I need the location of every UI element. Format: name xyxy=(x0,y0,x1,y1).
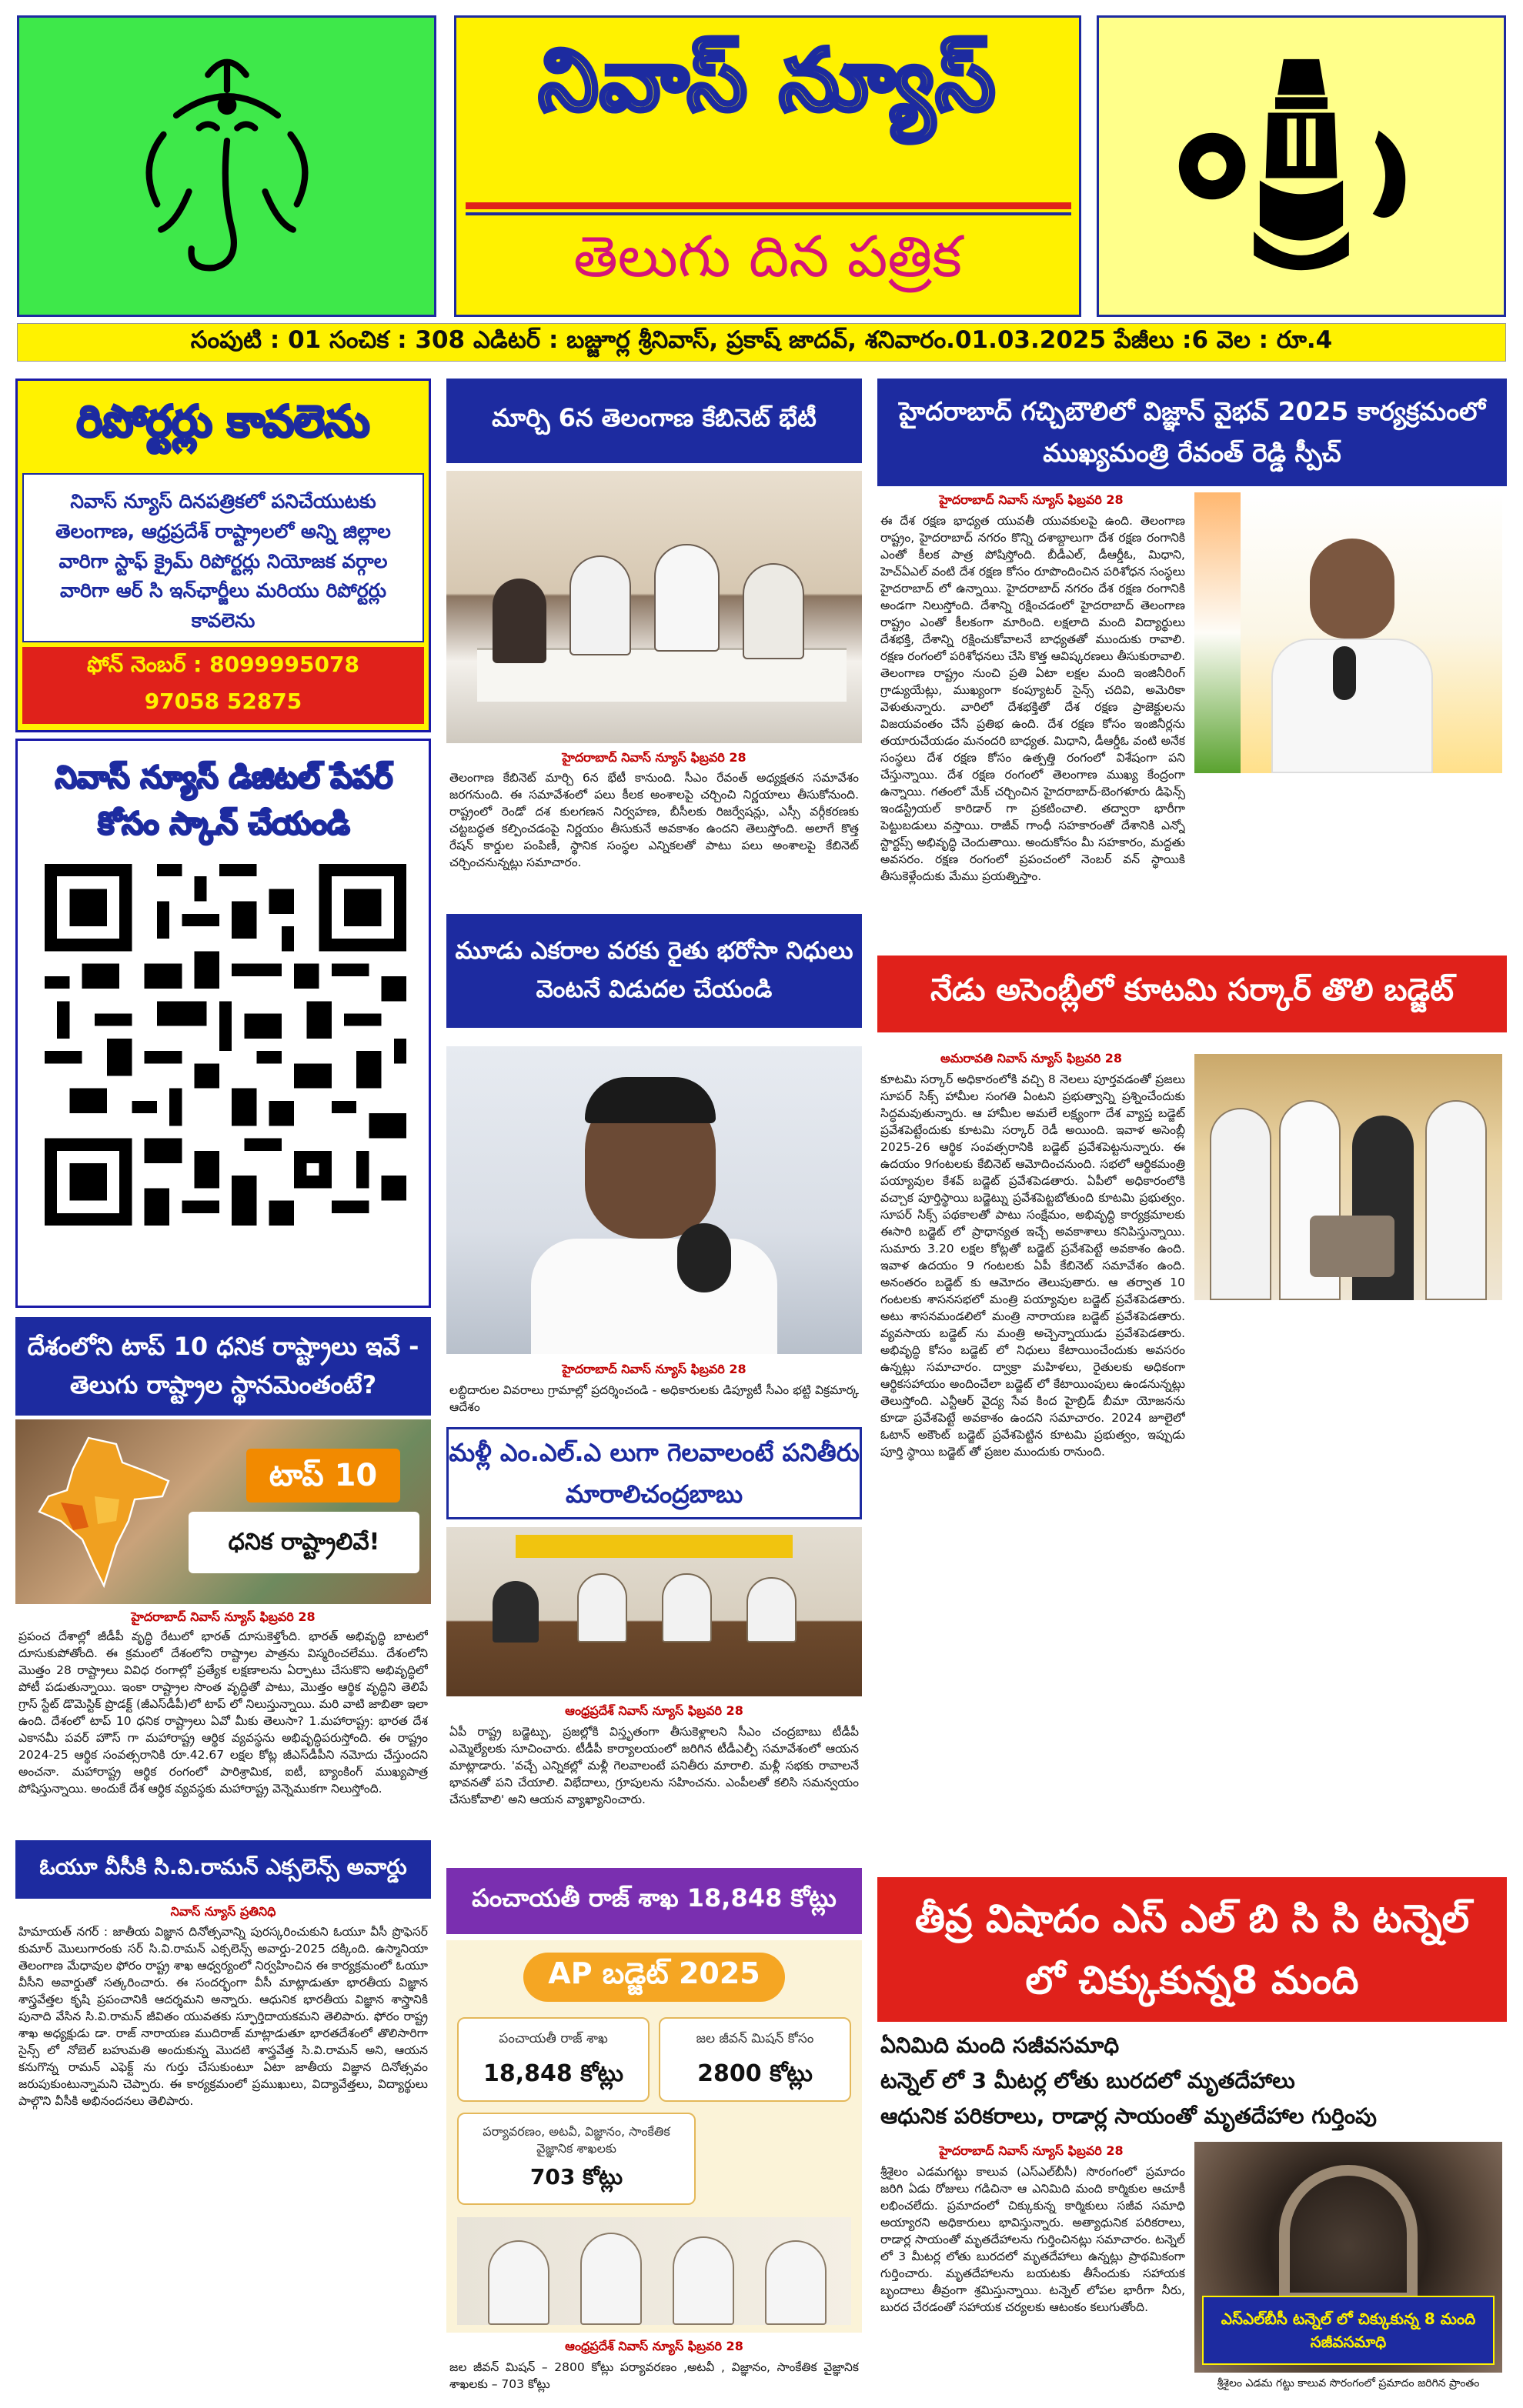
panchayat-tile-1 xyxy=(457,2017,650,2102)
slbc-photo-tunnel xyxy=(1279,2165,1418,2303)
reporters-body xyxy=(22,473,424,642)
leader-3 xyxy=(673,2236,734,2325)
india-map-icon xyxy=(27,1435,181,1596)
slbc-photo xyxy=(1194,2142,1502,2373)
budget-dateline: అమరావతి నివాస్ న్యూస్ ఫిబ్రవరి 28 xyxy=(940,1051,1123,1066)
babu-photo-banner xyxy=(516,1535,793,1558)
title-rule-red xyxy=(466,202,1071,209)
issue-info-bar: సంపుటి : 01 సంచిక : 308 ఎడిటర్ : బజ్జూర్ల శ్రీనివాస్, ప్రకాష్ జాదవ్, శనివారం.01.03.2025 పేజీలు :6 వెల : రూ.4 xyxy=(17,323,1506,362)
venkateswara-icon xyxy=(1171,39,1432,293)
paper-title: నివాస్ న్యూస్ xyxy=(539,31,997,129)
cabinet-photo-person-2 xyxy=(569,555,631,655)
cabinet-photo-person-1 xyxy=(493,579,546,663)
scan-heading: నివాస్ న్యూస్ డిజిటల్ పేపర్ కోసం స్కాన్ చేయండి xyxy=(55,759,393,842)
panchayat-photo-leaders xyxy=(457,2217,851,2325)
qr-code-icon xyxy=(45,864,406,1226)
panchayat-dateline: ఆంధ్రప్రదేశ్ నివాస్ న్యూస్ ఫిబ్రవరి 28 xyxy=(565,2339,743,2353)
slbc-body: శ్రీశైలం ఎడమగట్టు కాలువ (ఎస్‌ఎల్‌బీసీ) సొరంగంలో ప్రమాదం జరిగి ఏడు రోజులు గడిచినా ఆ ఎనిమిది మంది కార్మికుల ఆచూకీ లభించలేదు. ప్రమాదంలో చిక్కుకున్న కార్మికులు సజీవ సమాధి అయ్యారని అధికారులు భావిస్తున్నారు. అత్యాధునిక పరికరాలు, రాడార్ల సాయంతో మృతదేహాలను గుర్తించినట్లు సమాచారం. టన్నెల్ లో 3 మీటర్ల లోతు బురదలో మృతదేహాలు ఉన్నట్లు ప్రాథమికంగా గుర్తించారు. మృతదేహాలను బయటకు తీసేందుకు సహాయక బృందాలు తీవ్రంగా శ్రమిస్తున్నాయి. టన్నెల్ లోపల భారీగా నీరు, బురద చేరడంతో సహాయక చర్యలకు ఆటంకం కలుగుతోంది. xyxy=(880,2165,1185,2314)
cabinet-headline: మార్చి 6న తెలంగాణ కేబినెట్ భేటీ xyxy=(446,379,862,463)
babu-photo-person-2 xyxy=(577,1573,627,1643)
vignan-photo-mic xyxy=(1333,646,1356,700)
vignan-body-continued xyxy=(1194,777,1502,948)
budget-body: కూటమి సర్కార్ అధికారంలోకి వచ్చి 8 నెలలు పూర్తవడంతో ప్రజలు సూపర్ సిక్స్ హామీల సంగతి ఏంటని ప్రభుత్వాన్ని ప్రశ్నించేందుకు సిద్ధమవుతున్నారు. ఆ హామీల అమలే లక్ష్యంగా దేశ వ్యాప్త బడ్జెట్ ప్రవేశపెట్టేందుకు కూటమి సర్కార్ రెడీ అయింది. ఇవాళ అసెంబ్లీ 2025-26 ఆర్థిక సంవత్సరానికి బడ్జెట్ ప్రవేశపెట్టనున్నారు. ఈ ఉదయం 9గంటలకు కేబినెట్ ఆమోదించనుంది. సభలో ఆర్థికమంత్రి పయ్యావుల కేశవ్ బడ్జెట్ ప్రవేశపెడతారు. ఏపీలో అధికారంలోకి వచ్చాక పూర్తిస్థాయి బడ్జెట్ను ప్రవేశపెట్టబోతుంది కూటమి ప్రభుత్వం. సూపర్ సిక్స్ పథకాలతో పాటు సంక్షేమం, అభివృద్ధి కార్యక్రమాలకు ఈసారి బడ్జెట్ లో ప్రాధాన్యత ఇచ్చే అవకాశాలు కనిపిస్తున్నాయి. సుమారు 3.20 లక్షల కోట్లతో బడ్జెట్ ప్రవేశపెట్టే అవకాశం ఉంది. ఇవాళ ఉదయం 9 గంటలకు ఏపీ కేబినెట్ సమావేశం ఉంది. అనంతరం బడ్జెట్ కు ఆమోదం తెలుపుతారు. ఆ తర్వాత 10 గంటలకు శాసనసభలో మంత్రి పయ్యావుల బడ్జెట్ ప్రవేశపెడతారు. అటు శాసనమండలిలో మంత్రి నారాయణ బడ్జెట్ ప్రవేశపెడతారు. వ్యవసాయ బడ్జెట్ ను మంత్రి అచ్చెన్నాయుడు ప్రవేశపెడతారు. అభివృద్ధి కోసం బడ్జెట్ లో నిధులు కేటాయించేందుకు అవసరం ఉన్నట్లు సమాచారం. ద్వాక్రా మహిళలు, రైతులకు అధికంగా ఆర్థికసహాయం అందించేలా బడ్జెట్ లో కేటాయింపులు ఉండనున్నట్లు తెలుస్తోంది. ఎన్టీఆర్ వైద్య సేవ కింద హైబ్రిడ్ బీమా యోజనను కూడా ప్రవేశపెట్టే అవకాశం ఉందని సమాచారం. 2024 జూలైలో ఓటాన్ అకౌంట్ బడ్జెట్ ప్రవేశపెట్టిన కూటమి ప్రభుత్వం, ఇప్పుడు పూర్తి స్థాయి బడ్జెట్ తో ప్రజల ముందుకు రానుంది. xyxy=(880,1072,1185,1459)
slbc-headline: తీవ్ర విషాదం ఎస్ ఎల్ బి సి సి టన్నెల్ లో చిక్కుకున్న8 మంది xyxy=(877,1877,1507,2022)
venkateswara-logo xyxy=(1097,15,1506,317)
states-graphic-title: టాప్ 10 xyxy=(246,1449,400,1502)
vignan-photo-banner-left xyxy=(1194,492,1241,773)
masthead xyxy=(17,15,1506,317)
panchayat-graphic-title: AP బడ్జెట్ 2025 xyxy=(523,1953,785,2002)
phone-label: ఫోన్ నెంబర్ : xyxy=(87,652,202,677)
vignan-headline: హైదరాబాద్ గచ్చిబౌలిలో విజ్ఞాన్ వైభవ్ 2025 కార్యక్రమంలో ముఖ్యమంత్రి రేవంత్ రెడ్డి స్పీచ్ xyxy=(877,379,1507,486)
babu-dateline: ఆంధ్రప్రదేశ్ నివాస్ న్యూస్ ఫిబ్రవరి 28 xyxy=(565,1703,743,1718)
slbc-subhead-3: ఆధునిక పరికరాలు, రాడార్ల సాయంతో మృతదేహాల గుర్తింపు xyxy=(880,2103,1377,2129)
panchayat-tile-2-label: జల జీవన్ మిషన్ కోసం xyxy=(696,2031,814,2046)
babu-body: ఏపీ రాష్ట్ర బడ్జెట్పు, ప్రజల్లోకి విస్తృతంగా తీసుకెళ్లాలని సీఎం చంద్రబాబు టీడీపీ ఎమ్మెల్యేలకు సూచించారు. టీడీపీ కార్యాలయంలో జరిగిన టీడీఎల్పీ సమావేశంలో ఆయన మాట్లాడారు. 'వచ్చే ఎన్నికల్లో మళ్లీ గెలవాలంటే పనితీరు మారాలి. మళ్లీ సభకు రావాలనే భావనతో పని చేయాలి. విభేదాలు, గ్రూపులను సహించను. ఎంపీలతో కలిసి సమన్వయం చేసుకోవాలి' అని ఆయన వ్యాఖ్యానించారు. xyxy=(449,1725,859,1806)
vignan-photo xyxy=(1194,492,1502,773)
phone-number-1[interactable]: 8099995078 xyxy=(209,652,359,677)
vignan-body: ఈ దేశ రక్షణ భాధ్యత యువతీ యువకులపై ఉంది. తెలంగాణ రాష్ట్రం, హైదరాబాద్ నగరం కొన్ని దశాబ్దాలుగా దేశ రక్షణ రంగానికి ఎంతో కీలక పాత్ర పోషిస్తోంది. బీడీఎల్, డీఆర్డీఓ, మిధాని, హెచ్ఏఎల్ వంటి దేశ రక్షణ కోసం రూపొందించిన పరిశోధన సంస్థలు హైదరాబాద్ లో ఉన్నాయి. హైదరాబాద్ నగరం దేశ రక్షణ రంగానికి అండగా నిలుస్తోంది. దేశాన్ని రక్షించడంలో హైదరాబాద్ తెలంగాణ రాష్ట్రం ఎంతో కీలకంగా మారింది. లక్షలాది మంది విద్యార్థులు దేశభక్తి, దేశాన్ని రక్షించుకోవాలనే బాధ్యతతో ముందుకు రావాలి. రక్షణ రంగంలో పరిశోధనలు చేసి కొత్త ఆవిష్కరణలు తీసుకురావాలి. తెలంగాణ రాష్ట్రం నుంచి ప్రతి ఏటా లక్షల మంది ఇంజినీరింగ్ గ్రాడ్యుయేట్లు, ముఖ్యంగా కంప్యూటర్ సైన్స్ చదివి, అమెరికా వెళుతున్నారు. వారిలో దేశభక్తితో దేశ రక్షణ ప్రాజెక్టులను విజయవంతం చేసే ప్రతిభ ఉంది. దేశ రక్షణ కోసం ఇంజినీర్లను తయారుచేయడం మనందరి బాధ్యత. మిధాని, డీఆర్డీఓ వంటి అనేక సంస్థలు దేశ రక్షణ కోసం ఉత్పత్తి రంగంలో విశేషంగా పని చేస్తున్నాయి. దేశ రక్షణ రంగంలో తెలంగాణ ముఖ్య కేంద్రంగా ఉన్నాయి. గతంలో మేక్ చర్చించిన హైదరాబాద్-బెంగళూరు డిఫెన్స్ ఇండస్ట్రియల్ కారిడార్ గా ప్రకటించాలి. తద్వారా భారీగా పెట్టుబడులు వస్తాయి. రాజీవ్ గాంధీ సహకారంతో దేశానికి ఎన్నో స్టార్టప్స్ అభివృద్ధి చెందుతాయి. అందుకోసం మీ సహకారం, మద్దతు అవసరం. రక్షణ రంగంలో ప్రపంచంలో నెంబర్ వన్ స్థాయికి తీసుకెళ్లేందుకు మేము ప్రయత్నిస్తాం. xyxy=(880,514,1185,883)
rythu-photo-shirt xyxy=(531,1239,777,1354)
reporters-wanted-box xyxy=(15,379,431,732)
rythu-body: లబ్ధిదారుల వివరాలు గ్రామాల్లో ప్రదర్శించండి - అధికారులకు డిప్యూటీ సీఎం భట్టి విక్రమార్క ఆదేశం xyxy=(449,1383,859,1414)
slbc-dateline: హైదరాబాద్ నివాస్ న్యూస్ ఫిబ్రవరి 28 xyxy=(939,2143,1124,2158)
title-rule-blue xyxy=(466,212,1071,215)
leader-1 xyxy=(488,2240,549,2325)
budget-photo-person-1 xyxy=(1210,1108,1271,1300)
states-body: ప్రపంచ దేశాల్లో జీడీపీ వృద్ధి రేటులో భారత్ దూసుకెళ్తోంది. భారత్ అభివృద్ధి బాటలో దూసుకుపోతోంది. ఈ క్రమంలో దేశంలోని రాష్ట్రాల పాత్రను విస్మరించలేము. దేశంలోని మొత్తం 28 రాష్ట్రాలు వివిధ రంగాల్లో ప్రత్యేక లక్షణాలను ఏర్పాటు చేసుకొని అభివృద్ధిలో పోటీ పడుతున్నాయి. ఇంకా రాష్ట్రాల సొంత వృద్ధితో పాటు, మొత్తం ఆర్థిక వృద్ధిని తెలిపే గ్రాస్ స్టేట్ డొమెస్టిక్ ప్రొడక్ట్ (జీఎస్‌డీపీ)లో టాప్ లో నిలుస్తున్నాయి. మరి వాటి జాబితా ఇలా ఉంది. దేశంలో టాప్ 10 ధనిక రాష్ట్రాలు ఏవో మీకు తెలుసా? 1.మహారాష్ట్ర: భారత దేశ ఎకానమీ పవర్ హౌస్ గా మహారాష్ట్ర ఆర్థిక వ్యవస్థను అభివృద్ధిపరుస్తోంది. ఈ రాష్ట్రం 2024-25 ఆర్థిక సంవత్సరానికి రూ.42.67 లక్షల కోట్ల జీఎస్‌డీపీని నమోదు చేస్తుందని అంచనా. మహారాష్ట్ర ఆర్థిక రంగంలో పారిశ్రామిక, ఐటీ, బ్యాంకింగ్ ముఖ్యపాత్ర పోషిస్తున్నాయి. అందుకే దేశ ఆర్థిక వ్యవస్థకు మహారాష్ట్ర వెన్నెముకగా నిలుస్తోంది. xyxy=(18,1629,428,1796)
ou-headline: ఓయూ వీసీకి సి.వి.రామన్ ఎక్సలెన్స్ అవార్డు xyxy=(15,1840,431,1899)
budget-photo-person-4 xyxy=(1425,1100,1487,1300)
reporters-text: నివాస్ న్యూస్ దినపత్రికలో పనిచేయుటకు తెలంగాణ, ఆధ్రప్రదేశ్ రాష్ట్రాలలో అన్ని జిల్లాల వారిగా స్టాఫ్ క్రైమ్ రిపోర్టర్లు నియోజక వర్గాల వారిగా ఆర్ సి ఇన్‌ఛార్జీలు మరియు రిపోర్టర్లు కావలెను xyxy=(55,490,391,632)
states-graphic-subtitle: ధనిక రాష్ట్రాలివే! xyxy=(189,1512,419,1573)
budget-headline: నేడు అసెంబ్లీలో కూటమి సర్కార్ తొలి బడ్జెట్ xyxy=(877,956,1507,1032)
cabinet-photo-person-4 xyxy=(743,563,804,659)
rythu-dateline: హైదరాబాద్ నివాస్ న్యూస్ ఫిబ్రవరి 28 xyxy=(562,1362,746,1376)
states-dateline: హైదరాబాద్ నివాస్ న్యూస్ ఫిబ్రవరి 28 xyxy=(131,1609,316,1624)
ou-dateline: నివాస్ న్యూస్ ప్రతినిధి xyxy=(170,1904,276,1919)
slbc-subhead-1: ఏనిమిది మంది సజీవసమాధి xyxy=(880,2033,1120,2058)
states-headline: దేశంలోని టాప్ 10 ధనిక రాష్ట్రాలు ఇవే - తెలుగు రాష్ట్రాల స్థానమెంతంటే? xyxy=(15,1317,431,1416)
babu-photo-person-3 xyxy=(662,1573,712,1643)
panchayat-graphic xyxy=(446,1940,862,2333)
panchayat-tile-3 xyxy=(457,2113,696,2205)
babu-photo-person-1 xyxy=(493,1581,539,1643)
cabinet-dateline: హైదరాబాద్ నివాస్ న్యూస్ ఫిబ్రవరి 28 xyxy=(562,750,746,765)
vignan-dateline: హైదరాబాద్ నివాస్ న్యూస్ ఫిబ్రవరి 28 xyxy=(939,492,1124,507)
rythu-headline: మూడు ఎకరాల వరకు రైతు భరోసా నిధులు వెంటనే విడుదల చేయండి xyxy=(446,914,862,1028)
reporters-heading: రిపోర్టర్లు కావలెను xyxy=(76,396,370,447)
cabinet-photo-person-3 xyxy=(654,544,720,652)
leader-2 xyxy=(580,2233,642,2325)
ganesha-icon xyxy=(100,39,354,293)
leader-4 xyxy=(765,2240,827,2325)
vignan-photo-head xyxy=(1310,539,1394,639)
panchayat-tile-1-label: పంచాయతీ రాజ్ శాఖ xyxy=(499,2031,608,2046)
slbc-caption: శ్రీశైలం ఎడమ గట్టు కాలువ సొరంగంలో ప్రమాదం జరిగిన ప్రాంతం xyxy=(1217,2377,1480,2390)
title-block xyxy=(454,15,1081,317)
phone-number-2[interactable]: 97058 52875 xyxy=(144,689,302,714)
budget-photo-briefcase xyxy=(1310,1216,1394,1277)
rythu-photo-mic xyxy=(677,1223,731,1292)
babu-headline: మళ్లీ ఎం.ఎల్.ఎ లుగా గెలవాలంటే పనితీరు మారాలిచంద్రబాబు xyxy=(446,1427,862,1519)
digital-paper-box xyxy=(15,739,431,1308)
budget-photo xyxy=(1194,1054,1502,1300)
rythu-photo-hair xyxy=(585,1077,716,1123)
panchayat-tile-3-value: 703 కోట్లు xyxy=(529,2163,623,2190)
panchayat-tile-2-value: 2800 కోట్లు xyxy=(697,2060,813,2087)
reporters-phone-block xyxy=(22,647,424,724)
cabinet-photo xyxy=(446,471,862,743)
panchayat-headline: పంచాయతీ రాజ్ శాఖ 18,848 కోట్లు xyxy=(446,1868,862,1934)
ganesha-logo xyxy=(17,15,436,317)
paper-subtitle: తెలుగు దిన పత్రిక xyxy=(573,224,962,290)
babu-photo-person-4 xyxy=(746,1577,797,1643)
slbc-graphic-text: ఎస్ఎల్‌బీసీ టన్నెల్ లో చిక్కుకున్న 8 మంది సజీవసమాధి xyxy=(1202,2296,1495,2365)
panchayat-tile-3-label: పర్యావరణం, అటవీ, విజ్ఞానం, సాంకేతిక వైజ్ఞానిక శాఖలకు xyxy=(483,2124,670,2156)
panchayat-body: జల జీవన్ మిషన్ – 2800 కోట్లు పర్యావరణం ,అటవీ , విజ్ఞానం, సాంకేతిక వైజ్ఞానిక శాఖలకు – 703 కోట్లు xyxy=(449,2360,859,2391)
babu-photo xyxy=(446,1527,862,1696)
states-graphic xyxy=(15,1419,431,1604)
rythu-photo xyxy=(446,1046,862,1354)
panchayat-tile-2 xyxy=(659,2017,851,2102)
slbc-subhead-2: టన్నెల్ లో 3 మీటర్ల లోతు బురదలో మృతదేహాలు xyxy=(880,2068,1295,2093)
qr-code[interactable] xyxy=(45,864,406,1226)
ou-body: హిమాయత్ నగర్ : జాతీయ విజ్ఞాన దినోత్సవాన్ని పురస్కరించుకుని ఓయూ వీసీ ప్రొఫెసర్ కుమార్ మొలుగారంకు సర్ సి.వి.రామన్ ఎక్సలెన్స్ అవార్డు-2025 దక్కింది. ఉస్మానియా తెలంగాణ మేధావుల ఫోరం రాష్ట్ర శాఖ ఆధ్వర్యంలో నిర్వహించిన ఈ కార్యక్రమంలో ఓయూ వీసీని అవార్డుతో సత్కరించారు. ఈ సందర్భంగా వీసీ మాట్లాడుతూ భారతీయ విజ్ఞాన శాస్త్రవేత్తల కృషి ప్రపంచానికి ఆదర్శమని అన్నారు. ఆధునిక భారతీయ విజ్ఞాన శాస్త్రానికి పునాది వేసిన సి.వి.రామన్ జీవితం యువతకు స్ఫూర్తిదాయకమని తెలిపారు. ఫోరం రాష్ట్ర శాఖ అధ్యక్షుడు డా. రాజ్ నారాయణ ముదిరాజ్ మాట్లాడుతూ భారతదేశంలో తొలిసారిగా సైన్స్ లో నోబెల్ బహుమతి అందుకున్న మొదటి శాస్త్రవేత్త సి.వి.రామన్ అని, ఆయన కనుగొన్న రామన్ ఎఫెక్ట్ ను గుర్తు చేసుకుంటూ ఏటా జాతీయ విజ్ఞాన దినోత్సవం జరుపుకుంటున్నామని చెప్పారు. ఈ కార్యక్రమంలో ప్రముఖులు, విద్యావేత్తలు, విద్యార్థులు పాల్గొని వీసీకి అభినందనలు తెలిపారు. xyxy=(18,1925,428,2108)
cabinet-body: తెలంగాణ కేబినెట్ మార్చి 6న భేటీ కానుంది. సీఎం రేవంత్ అధ్యక్షతన సమావేశం జరగనుంది. ఈ సమావేశంలో పలు కీలక అంశాలపై చర్చించి నిర్ణయాలు తీసుకోనుంది. రాష్ట్రంలో రెండో దశ కులగణన నిర్వహణ, బీసీలకు రిజర్వేషన్లు, ఎస్సీ వర్గీకరణకు చట్టబద్ధత కల్పించడంపై నిర్ణయం తీసుకునే అవకాశం ఉందని తెలుస్తోంది. అలాగే కొత్త రేషన్ కార్డుల పంపిణీ, స్థానిక సంస్థల ఎన్నికలతో పాటు పలు అంశాలపై కేబినెట్ చర్చించనున్నట్లు సమాచారం. xyxy=(449,771,859,869)
panchayat-tile-1-value: 18,848 కోట్లు xyxy=(483,2060,623,2087)
